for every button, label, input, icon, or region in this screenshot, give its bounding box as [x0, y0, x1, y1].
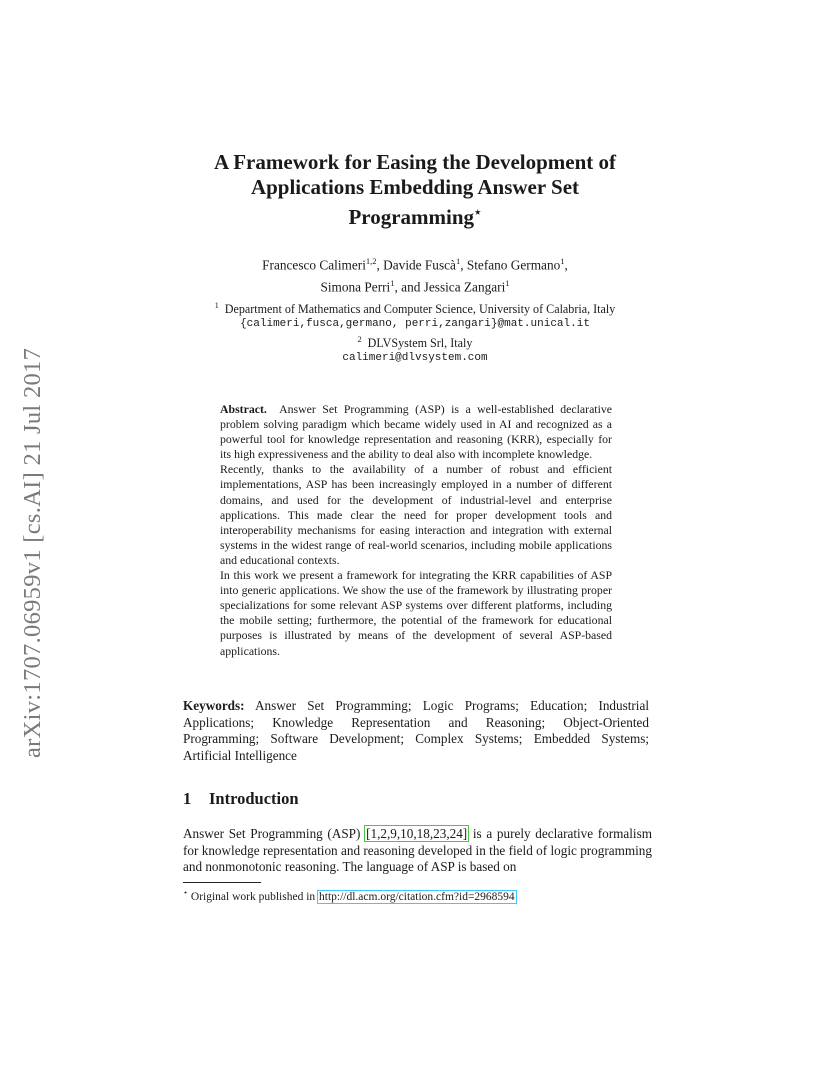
- author-4: Simona Perri: [320, 279, 391, 295]
- arxiv-identifier-text: arXiv:1707.06959v1 [cs.AI] 21 Jul 2017: [19, 347, 46, 758]
- abstract-paragraph-1: [220, 402, 612, 462]
- affiliation-1: [180, 298, 650, 317]
- paper-title: [180, 150, 650, 230]
- author-3: , Stefano Germano: [460, 257, 561, 273]
- title-line-2: Applications Embedding Answer Set: [250, 175, 580, 199]
- affiliation-1-email: {calimeri,fusca,germano, perri,zangari}@mat.unical.it: [240, 318, 590, 331]
- keywords-label: Keywords:: [183, 698, 245, 713]
- abstract: [220, 402, 612, 659]
- footnote-mark: ⋆: [183, 888, 189, 897]
- affiliation-2-number: 2: [357, 335, 362, 345]
- author-2: , Davide Fuscà: [376, 257, 456, 273]
- affiliation-1-number: 1: [214, 301, 219, 310]
- footnote-rule: [183, 882, 261, 883]
- abstract-paragraph-2: Recently, thanks to the availability of a number of robust and efficient implementations, ASP has been increasingly employed in a number of different domains, and used for the development of industrial-level and enterprise applications. This made clear the need for proper development tools and interoperability mechanisms for easing interaction and integration with external systems in the widest range of real-world scenarios, including mobile applications and educational contexts.: [220, 462, 612, 567]
- affiliation-2-text: DLVSystem Srl, Italy: [367, 336, 473, 351]
- intro-text-start: Answer Set Programming (ASP): [183, 826, 366, 841]
- affiliation-2: [180, 332, 650, 351]
- footnote-url-link[interactable]: http://dl.acm.org/citation.cfm?id=2968594: [319, 890, 515, 903]
- abstract-paragraph-1-text: Answer Set Programming (ASP) is a well-established declarative problem solving paradigm which became widely used in AI and recognized as a powerful tool for knowledge representation and reasoning (KRR), especially for its high expressiveness and the ability to deal also with incomplete knowledge.: [220, 402, 612, 462]
- author-1: Francesco Calimeri: [262, 257, 366, 273]
- title-line-3: [180, 200, 650, 230]
- affiliation-2-email: calimeri@dlvsystem.com: [342, 352, 488, 365]
- keywords: [183, 698, 649, 764]
- footnote-text: Original work published in: [188, 890, 319, 903]
- abstract-paragraph-3: In this work we present a framework for integrating the KRR capabilities of ASP into generic applications. We show the use of the framework by illustrating proper specializations for some relevant ASP systems over different platforms, including the mobile setting; furthermore, the potential of the framework for educational purposes is illustrated by means of the development of several ASP-based applications.: [220, 568, 612, 658]
- author-2-affiliation: 1: [455, 256, 461, 266]
- introduction-paragraph: [183, 826, 652, 876]
- author-line-1-tail: ,: [564, 257, 568, 273]
- introduction-body: [183, 826, 652, 876]
- title-line-3-text: Programming: [348, 205, 475, 229]
- author-4-affiliation: 1: [390, 278, 395, 289]
- section-number: 1: [183, 789, 192, 808]
- author-5-affiliation: 1: [505, 278, 510, 289]
- keywords-text: Answer Set Programming; Logic Programs; Education; Industrial Applications; Knowledge Representation and Reasoning; Object-Oriented Programming; Software Development; Complex Systems; Embedded Systems; Artificial Intelligence: [183, 698, 649, 763]
- section-heading: [183, 789, 299, 809]
- arxiv-identifier: [14, 300, 54, 760]
- affiliation-1-text: Department of Mathematics and Computer Science, University of Calabria, Italy: [224, 302, 616, 317]
- footnote: [183, 886, 516, 904]
- citation-link[interactable]: [1,2,9,10,18,23,24]: [366, 826, 468, 841]
- author-list: [180, 252, 650, 297]
- affiliations: [180, 298, 650, 366]
- abstract-label: Abstract.: [220, 402, 267, 416]
- author-line-2: [180, 274, 650, 296]
- keywords-paragraph: [183, 698, 649, 764]
- intro-text-rest: is a purely declarative formalism for knowledge representation and reasoning developed in the field of logic programming and nonmonotonic reasoning. The language of ASP is based on: [183, 826, 652, 875]
- title-line-1: A Framework for Easing the Development of: [213, 150, 617, 174]
- section-title: Introduction: [209, 789, 299, 808]
- author-3-affiliation: 1: [560, 256, 565, 266]
- author-line-1: [180, 252, 650, 274]
- author-5: , and Jessica Zangari: [394, 279, 506, 295]
- author-1-affiliation: 1,2: [365, 256, 377, 266]
- title-footnote-mark: ⋆: [474, 205, 482, 219]
